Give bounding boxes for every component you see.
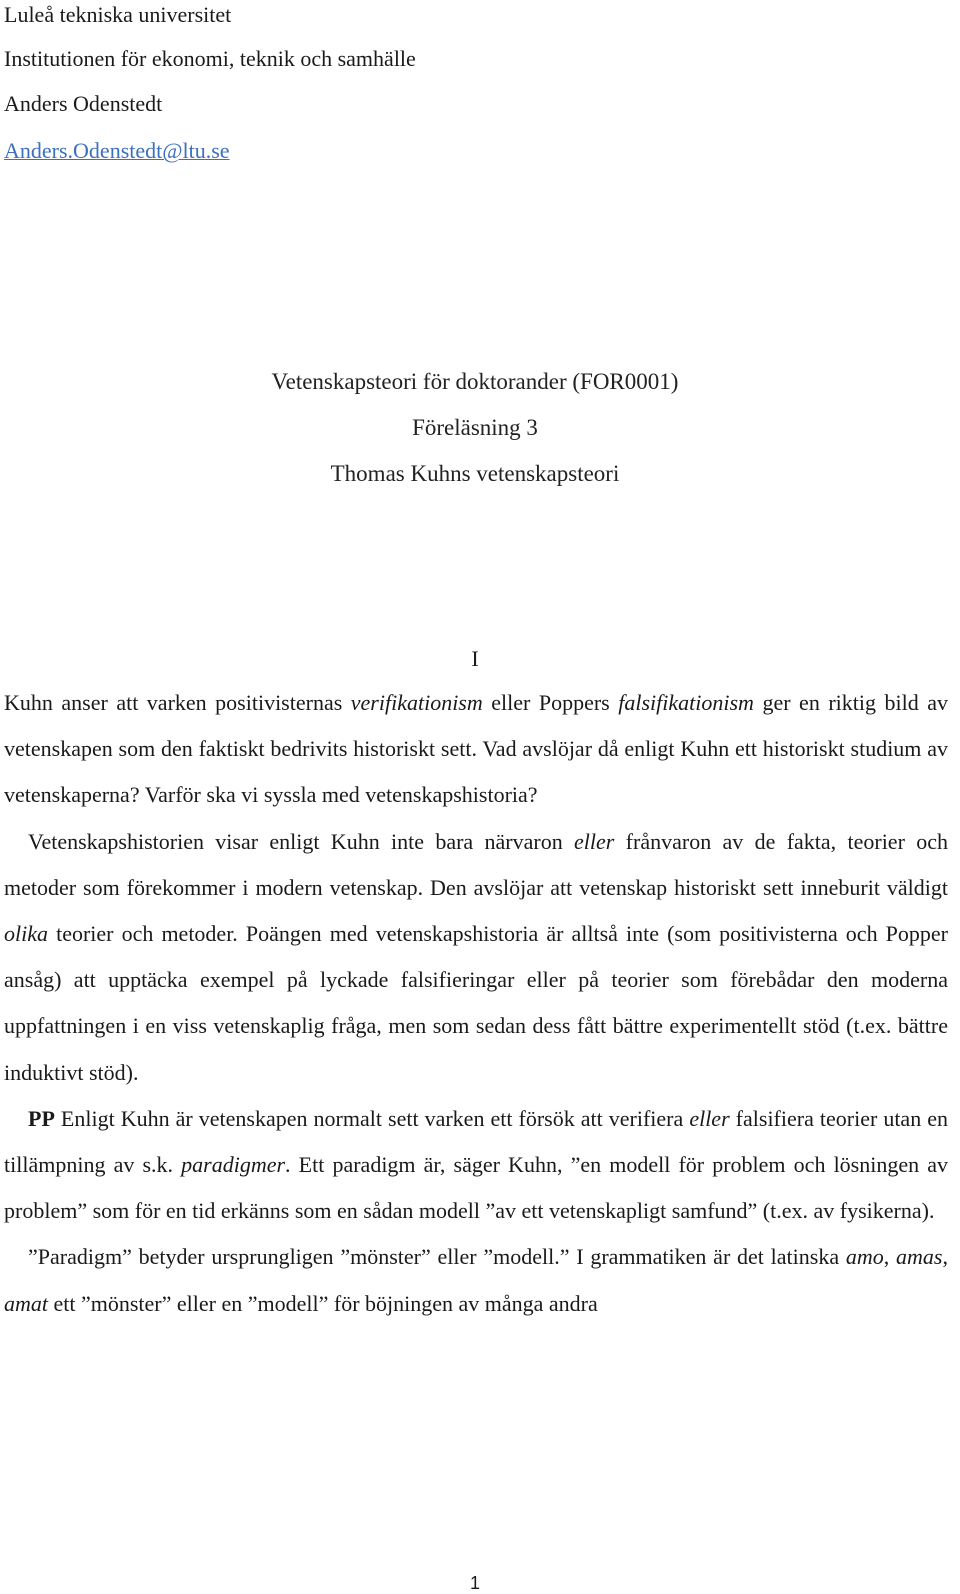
lecture-topic: Thomas Kuhns vetenskapsteori <box>330 461 620 486</box>
paragraph-3: PP Enligt Kuhn är vetenskapen normalt sett varken ett försök att verifiera eller falsifiera teorier utan en tillämpning av s.k. paradigmer. Ett paradigm är, säger Kuhn, ”en modell för problem och lösningen av problem” som för en tid erkänns som en sådan modell ”av ett vetenskapligt samfund” (t.ex. av fysikerna). <box>4 1105 949 1224</box>
department-name: Institutionen för ekonomi, teknik och samhälle <box>4 46 416 71</box>
body-text <box>4 680 948 1327</box>
lecture-number: Föreläsning 3 <box>412 415 538 440</box>
section-numeral: I <box>471 646 479 671</box>
paragraph-4: ”Paradigm” betyder ursprungligen ”mönster” eller ”modell.” I grammatiken är det latinska amo, amas, amat ett ”mönster” eller en ”modell” för böjningen av många andra <box>4 1244 948 1316</box>
page-number: 1 <box>469 1573 480 1593</box>
author-name: Anders Odenstedt <box>4 91 163 116</box>
university-name: Luleå tekniska universitet <box>4 2 232 27</box>
paragraph-1: Kuhn anser att varken positivisternas verifikationism eller Poppers falsifikationism ger en riktig bild av vetenskapen som den faktiskt bedrivits historiskt sett. Vad avslöjar då enligt Kuhn ett historiskt studium av vetenskaperna? Varför ska vi syssla med vetenskapshistoria? <box>4 690 948 808</box>
course-title: Vetenskapsteori för doktorander (FOR0001) <box>271 369 679 394</box>
paragraph-2: Vetenskapshistorien visar enligt Kuhn inte bara närvaron eller frånvaron av de fakta, teorier och metoder som förekommer i modern vetenskap. Den avslöjar att vetenskap historiskt sett inneburit väldigt olika teorier och metoder. Poängen med vetenskapshistoria är alltså inte (som positivisterna och Popper ansåg) att upptäcka exempel på lyckade falsifieringar eller på teorier som förebådar den moderna uppfattningen i en viss vetenskaplig fråga, men som sedan dess fått bättre experimentellt stöd (t.ex. bättre induktivt stöd). <box>4 828 948 1085</box>
author-email-link[interactable]: Anders.Odenstedt@ltu.se <box>4 138 230 163</box>
